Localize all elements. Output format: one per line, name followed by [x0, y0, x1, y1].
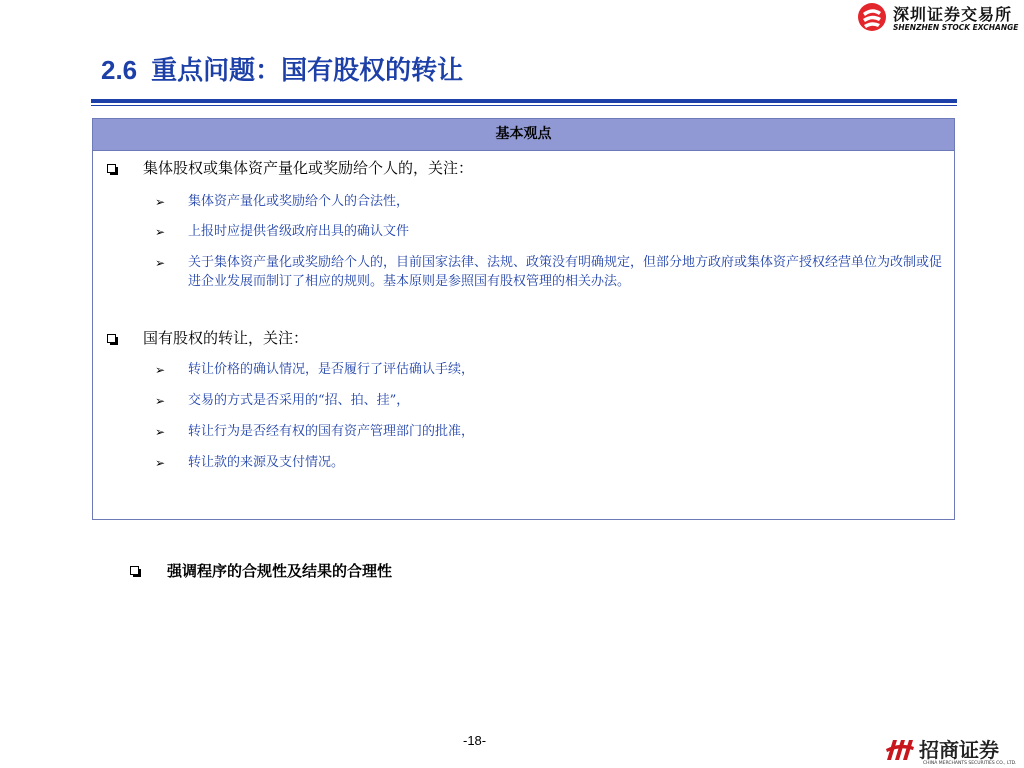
- szse-name-en: SHENZHEN STOCK EXCHANGE: [893, 23, 1019, 32]
- arrow-bullet-icon: ➢: [155, 195, 166, 209]
- title-rule-thick: [91, 99, 957, 103]
- sub-point: [155, 454, 945, 473]
- sub-point: [155, 254, 945, 291]
- main-point-text: 国有股权的转让，关注：: [143, 329, 309, 347]
- arrow-bullet-icon: ➢: [155, 425, 166, 439]
- szse-logo: [857, 2, 1023, 36]
- szse-name-cn: 深圳证券交易所: [893, 5, 1013, 24]
- szse-emblem-icon: [857, 2, 887, 32]
- title-text: 重点问题：国有股权的转让: [151, 56, 464, 86]
- sub-point-text: 交易的方式是否采用的“招、拍、挂”，: [188, 393, 410, 408]
- square-bullet-icon: [107, 164, 116, 173]
- sub-point-text: 集体资产量化或奖励给个人的合法性，: [188, 194, 410, 209]
- cms-name-en: CHINA MERCHANTS SECURITIES CO., LTD.: [923, 761, 1017, 766]
- cms-logo: [885, 734, 1020, 768]
- emphasis-text: 强调程序的合规性及结果的合理性: [167, 562, 393, 580]
- title-rule-thin: [91, 105, 957, 106]
- sub-point-text: 上报时应提供省级政府出具的确认文件: [188, 224, 410, 239]
- sub-point: [155, 223, 945, 242]
- main-point-text: 集体股权或集体资产量化或奖励给个人的，关注：: [143, 159, 474, 177]
- cms-emblem-icon: [885, 736, 915, 762]
- box-header: 基本观点: [93, 119, 954, 151]
- sub-point: [155, 423, 945, 442]
- viewpoint-box: [92, 118, 955, 520]
- sub-point-text: 转让价格的确认情况，是否履行了评估确认手续，: [188, 362, 475, 377]
- sub-point: [155, 361, 945, 380]
- sub-point-text: 转让行为是否经有权的国有资产管理部门的批准，: [188, 424, 475, 439]
- sub-point: [155, 193, 945, 212]
- page-number: -18-: [463, 733, 487, 748]
- cms-name-cn: 招商证券: [919, 738, 999, 762]
- arrow-bullet-icon: ➢: [155, 394, 166, 408]
- page-title: [101, 50, 463, 87]
- square-bullet-icon: [130, 566, 139, 575]
- sub-point-text: 关于集体资产量化或奖励给个人的，目前国家法律、法规、政策没有明确规定，但部分地方政府或集体资产授权经营单位为改制或促进企业发展而制订了相应的规则。基本原则是参照国有股权管理的相关办法。: [188, 255, 943, 289]
- sub-point-text: 转让款的来源及支付情况。: [188, 455, 345, 470]
- arrow-bullet-icon: ➢: [155, 256, 166, 270]
- sub-point: [155, 392, 945, 411]
- square-bullet-icon: [107, 334, 116, 343]
- section-number: 2.6: [101, 55, 138, 85]
- arrow-bullet-icon: ➢: [155, 363, 166, 377]
- arrow-bullet-icon: ➢: [155, 225, 166, 239]
- arrow-bullet-icon: ➢: [155, 456, 166, 470]
